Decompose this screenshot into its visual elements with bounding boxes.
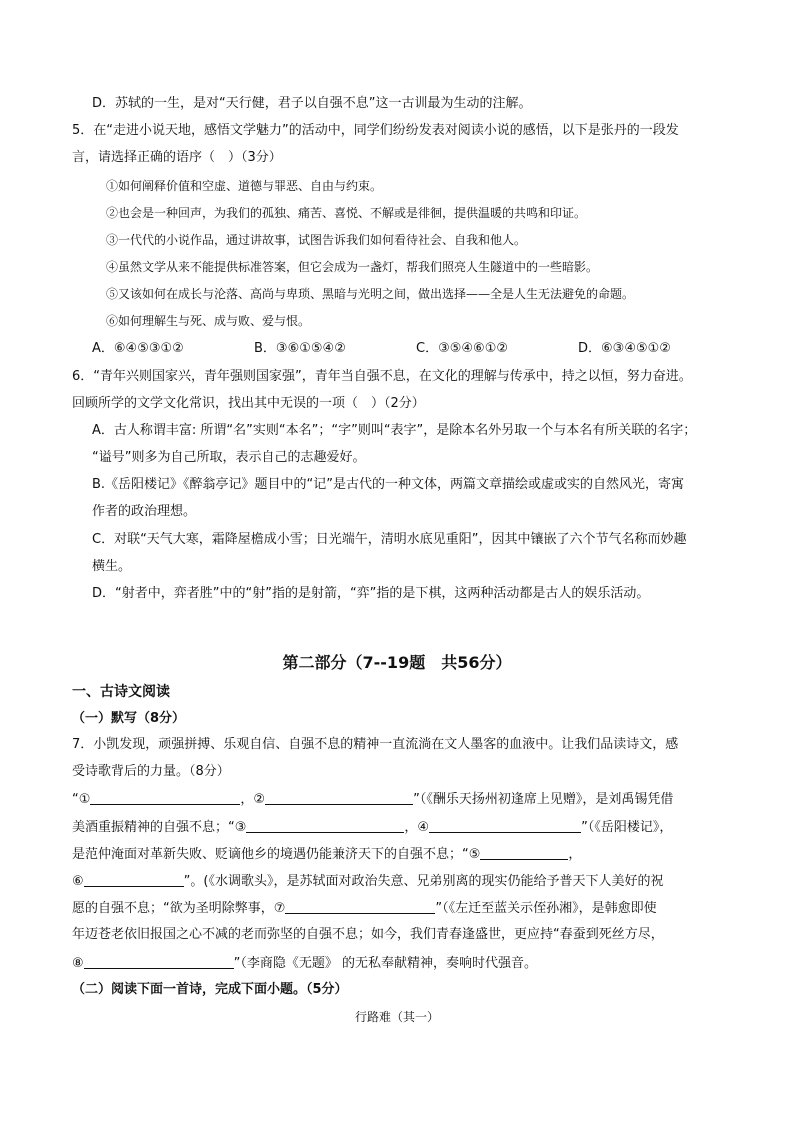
- q5-choices: [92, 340, 752, 358]
- q6-option-c-line2: 横生。: [92, 559, 132, 574]
- answer-blank-5[interactable]: [480, 845, 568, 860]
- q7-fill-line1: “① ，② ”（《酬乐天扬州初逢席上见赠》，是刘禹锡凭借: [72, 792, 674, 807]
- q5-sentence-6: ⑥如何理解生与死、成与败、爱与恨。: [106, 314, 311, 328]
- q6-option-c-line1: C．对联“天气大寒，霜降屋檐成小雪；日光端午，清明水底见重阳”，因其中镶嵌了六个节气名称而妙趣: [92, 532, 687, 547]
- q5-stem-line1: 5．在“走进小说天地，感悟文学魅力”的活动中，同学们纷纷发表对阅读小说的感悟，以下是张丹的一段发: [72, 123, 679, 138]
- blank-marker-4: ④: [417, 820, 430, 835]
- answer-blank-1[interactable]: [90, 790, 240, 805]
- q5-choice-d: D．⑥③④⑤①②: [578, 341, 671, 356]
- q6-option-b-line2: 作者的政治理想。: [92, 504, 197, 519]
- q4-option-d: D．苏轼的一生，是对“天行健，君子以自强不息”这一古训最为生动的注解。: [92, 96, 532, 111]
- q5-choice-a: A．⑥④⑤③①②: [92, 341, 184, 356]
- q6-option-a-line1: A．古人称谓丰富: 所谓“名”实则“本名”；“字”则叫“表字”，是除本名外另取一个与本名有所关联的名字；: [92, 423, 697, 438]
- answer-blank-6[interactable]: [84, 872, 184, 887]
- poem-title: 行路难（其一）: [354, 1010, 439, 1024]
- q6-option-d: D．“射者中，弈者胜”中的“射”指的是射箭，“弈”指的是下棋，这两种活动都是古人的娱乐活动。: [92, 586, 650, 601]
- q7-fill-line2: 美酒重振精神的自强不息；“③ ，④ ”（《岳阳楼记》，: [72, 820, 673, 835]
- blank-marker-5: ⑤: [468, 847, 481, 862]
- q5-sentence-1: ①如何阐释价值和空虚、道德与罪恶、自由与约束。: [106, 179, 383, 193]
- q5-stem-line2: 言，请选择正确的语序（ ）（3分）: [72, 150, 282, 165]
- q5-choice-b: B．③⑥①⑤④②: [254, 341, 346, 356]
- q7-fill-line5: 愿的自强不息；“欲为圣明除弊事，⑦ ”（《左迁至蓝关示侄孙湘》，是韩愈即使: [72, 901, 657, 916]
- q5-sentence-3: ③一代代的小说作品，通过讲故事，试图告诉我们如何看待社会、自我和他人。: [106, 233, 527, 247]
- q6-option-a-line2: “谥号”则多为自己所取，表示自己的志趣爱好。: [92, 450, 366, 465]
- q7-fill-line4: ⑥ ”。(《水调歌头》，是苏轼面对政治失意、兄弟别离的现实仍能给予普天下人美好的祝: [72, 874, 664, 889]
- part2-title: 第二部分（7--19题 共56分）: [282, 653, 512, 672]
- answer-blank-2[interactable]: [265, 790, 413, 805]
- section-heading-ancient-poetry: 一、古诗文阅读: [72, 684, 170, 700]
- blank-marker-2: ②: [253, 792, 266, 807]
- q7-fill-line7: ⑧ ”（李商隐《无题》 的无私奉献精神，奏响时代强音。: [72, 956, 538, 971]
- q7-stem-line1: 7．小凯发现，顽强拼搏、乐观自信、自强不息的精神一直流淌在文人墨客的血液中。让我们品读诗文，感: [72, 737, 679, 752]
- q6-option-b-line1: B.《岳阳楼记》《醉翁亭记》题目中的“记”是古代的一种文体，两篇文章描绘或虚或实的自然风光，寄寓: [92, 477, 685, 492]
- q5-sentence-4: ④虽然文学从来不能提供标准答案，但它会成为一盏灯，帮我们照亮人生隧道中的一些暗影。: [106, 260, 599, 274]
- q5-sentence-5: ⑤又该如何在成长与沦落、高尚与卑琐、黑暗与光明之间，做出选择——全是人生无法避免的命题。: [106, 287, 635, 301]
- q5-sentence-2: ②也会是一种回声，为我们的孤独、痛苦、喜悦、不解或是徘徊，提供温暖的共鸣和印证。: [106, 206, 587, 220]
- subsection-poem-reading: （二）阅读下面一首诗，完成下面小题。（5分）: [72, 982, 348, 997]
- q6-stem-line2: 回顾所学的文学文化常识，找出其中无误的一项（ ）（2分）: [72, 396, 425, 411]
- blank-marker-1: ①: [78, 792, 91, 807]
- q7-fill-line6: 年迈苍老依旧报国之心不减的老而弥坚的自强不息；如今，我们青春逢盛世，更应持“春蚕到死丝方尽，: [72, 927, 664, 942]
- subsection-dictation: （一）默写（8分）: [72, 711, 186, 726]
- blank-marker-6: ⑥: [72, 874, 84, 889]
- q7-stem-line2: 受诗歌背后的力量。（8分）: [72, 764, 230, 779]
- answer-blank-3[interactable]: [246, 818, 404, 833]
- answer-blank-7[interactable]: [285, 899, 435, 914]
- blank-marker-3: ③: [234, 820, 247, 835]
- answer-blank-8[interactable]: [84, 954, 234, 969]
- blank-marker-7: ⑦: [273, 901, 286, 916]
- q6-stem-line1: 6．“青年兴则国家兴，青年强则国家强”，青年当自强不息，在文化的理解与传承中，持之以恒，努力奋进。: [72, 369, 692, 384]
- answer-blank-4[interactable]: [429, 818, 581, 833]
- q5-choice-c: C．③⑤④⑥①②: [416, 341, 509, 356]
- q7-fill-line3: 是范仲淹面对革新失败、贬谪他乡的境遇仍能兼济天下的自强不息；“⑤ ，: [72, 847, 582, 862]
- blank-marker-8: ⑧: [72, 956, 84, 971]
